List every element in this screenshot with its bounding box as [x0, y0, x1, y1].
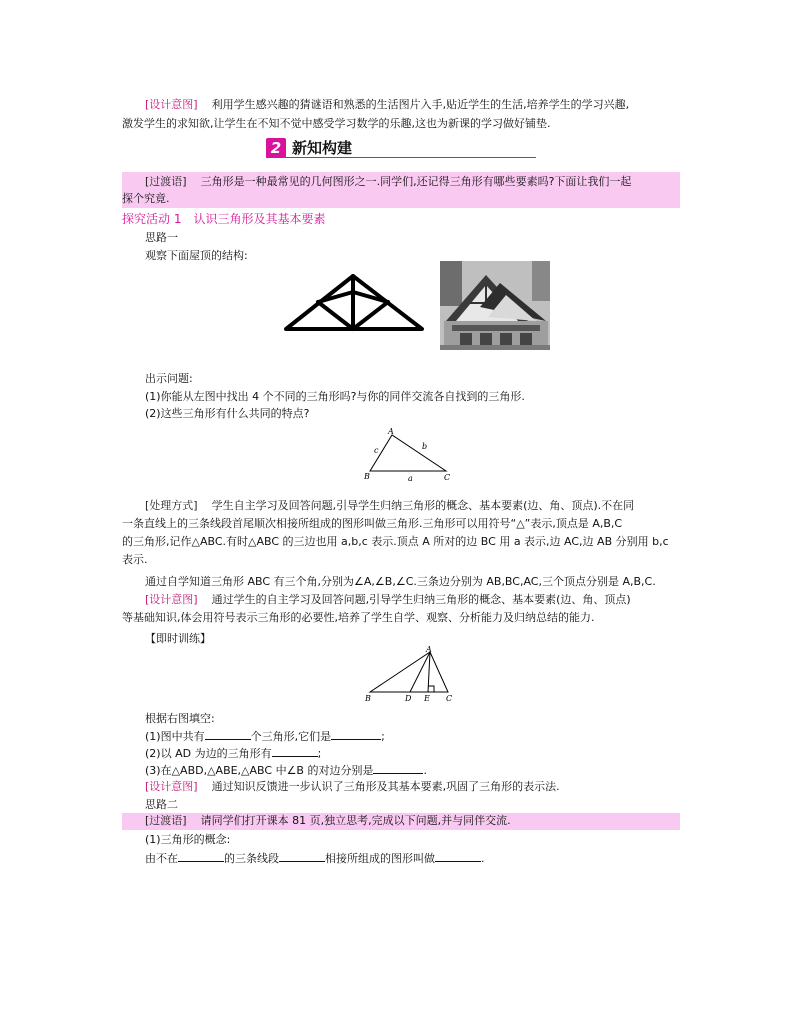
intro-line-2: 激发学生的求知欲,让学生在不知不觉中感受学习数学的乐趣,这也为新课的学习做好铺垫. [122, 117, 551, 130]
section-number: 2 [266, 138, 286, 158]
fill-q1-text-b: 个三角形,它们是 [250, 730, 332, 743]
fill-q1-text-a: (1)图中共有 [145, 730, 205, 743]
fill-q2-text-b: ; [317, 747, 322, 760]
blank-connection[interactable] [279, 849, 325, 862]
method-line-3: 的三角形,记作△ABC.有时△ABC 的三边也用 a,b,c 表示.顶点 A 所对的边 BC 用 a 表示,边 AC,边 AB 分别用 b,c [122, 535, 669, 548]
fill-q1-text-c: ; [381, 730, 385, 743]
question-2: (2)这些三角形有什么共同的特点? [145, 407, 310, 420]
design2-tag: [设计意图] [145, 593, 198, 606]
design2-line-2: 等基础知识,体会用符号表示三角形的必要性,培养了学生自学、观察、分析能力及归纳总结的能力. [122, 611, 595, 624]
idea1-label: 思路一 [145, 231, 178, 244]
activity-title: 探究活动 1 认识三角形及其基本要素 [122, 212, 326, 226]
fill-q3-text-b: . [423, 764, 427, 777]
blank-same-line[interactable] [178, 849, 224, 862]
concept-text-c: 相接所组成的图形叫做 [325, 852, 435, 865]
fill-q3-text-a: (3)在△ABD,△ABE,△ABC 中∠B 的对边分别是 [145, 764, 374, 777]
triangle-abdec-diagram [362, 644, 460, 706]
house-photo [440, 261, 550, 350]
design3-line [145, 778, 705, 796]
transition-tag: [过渡语] [145, 175, 187, 188]
label-D: D [405, 694, 412, 703]
design3-tag: [设计意图] [145, 780, 198, 793]
method-line-1 [145, 497, 705, 515]
design2-text-1: 通过学生的自主学习及回答问题,引导学生归纳三角形的概念、基本要素(边、角、顶点) [211, 593, 631, 606]
fill-q2-text-a: (2)以 AD 为边的三角形有 [145, 747, 272, 760]
intro-text-1: 利用学生感兴趣的猜谜语和熟悉的生活图片入手,贴近学生的生活,培养学生的学习兴趣, [211, 98, 630, 111]
design-tag: [设计意图] [145, 98, 198, 111]
design3-text: 通过知识反馈进一步认识了三角形及其基本要素,巩固了三角形的表示法. [211, 780, 560, 793]
method-line-4: 表示. [122, 553, 148, 566]
label-C: C [444, 473, 451, 482]
label-c: c [374, 446, 379, 455]
transition1-text-1: 三角形是一种最常见的几何图形之一.同学们,还记得三角形有哪些要素吗?下面让我们一起 [200, 175, 632, 188]
section-underline [266, 157, 536, 158]
blank-opposite-sides[interactable] [373, 761, 423, 774]
label-B: B [364, 472, 370, 481]
blank-triangle[interactable] [435, 849, 481, 862]
transition1-line-2: 探个究竟. [122, 192, 170, 205]
transition2-tag: [过渡语] [145, 814, 187, 827]
label-A: A [388, 427, 394, 436]
idea2-label: 思路二 [145, 798, 178, 811]
concept-text-a: 由不在 [145, 852, 178, 865]
label-A2: A [426, 645, 432, 654]
concept-text-d: . [481, 852, 485, 865]
method-line-5: 通过自学知道三角形 ABC 有三个角,分别为∠A,∠B,∠C.三条边分别为 AB,BC,AC,三个顶点分别是 A,B,C. [145, 575, 656, 588]
label-C2: C [446, 694, 453, 703]
section-title: 新知构建 [292, 139, 353, 157]
transition2-text: 请同学们打开课本 81 页,独立思考,完成以下问题,并与同伴交流. [200, 814, 511, 827]
label-a: a [408, 474, 413, 483]
concept-text-b: 的三条线段 [224, 852, 279, 865]
method-line-2: 一条直线上的三条线段首尾顺次相接所组成的图形叫做三角形.三角形可以用符号“△”表示,顶点是 A,B,C [122, 517, 623, 530]
transition1-line-1 [145, 173, 705, 191]
intro-line-1 [145, 96, 705, 114]
transition2-line [145, 812, 705, 830]
question-1: (1)你能从左图中找出 4 个不同的三角形吗?与你的同伴交流各自找到的三角形. [145, 390, 525, 403]
blank-ad-triangles[interactable] [272, 744, 318, 757]
concept-label: (1)三角形的概念: [145, 833, 231, 846]
observe-text: 观察下面屋顶的结构: [145, 249, 248, 262]
blank-count[interactable] [205, 727, 251, 740]
label-b: b [422, 442, 428, 451]
label-B2: B [365, 694, 371, 703]
fill-intro: 根据右图填空: [145, 712, 215, 725]
concept-fill [145, 849, 705, 868]
method-tag: [处理方式] [145, 499, 198, 512]
blank-triangles[interactable] [331, 727, 381, 740]
triangle-abc-diagram [362, 425, 460, 483]
training-label: 【即时训练】 [145, 632, 211, 645]
label-E: E [424, 694, 430, 703]
method-text-1: 学生自主学习及回答问题,引导学生归纳三角形的概念、基本要素(边、角、顶点).不在同 [211, 499, 635, 512]
questions-label: 出示问题: [145, 372, 193, 385]
roof-truss-diagram [282, 272, 428, 334]
design2-line-1 [145, 591, 705, 609]
